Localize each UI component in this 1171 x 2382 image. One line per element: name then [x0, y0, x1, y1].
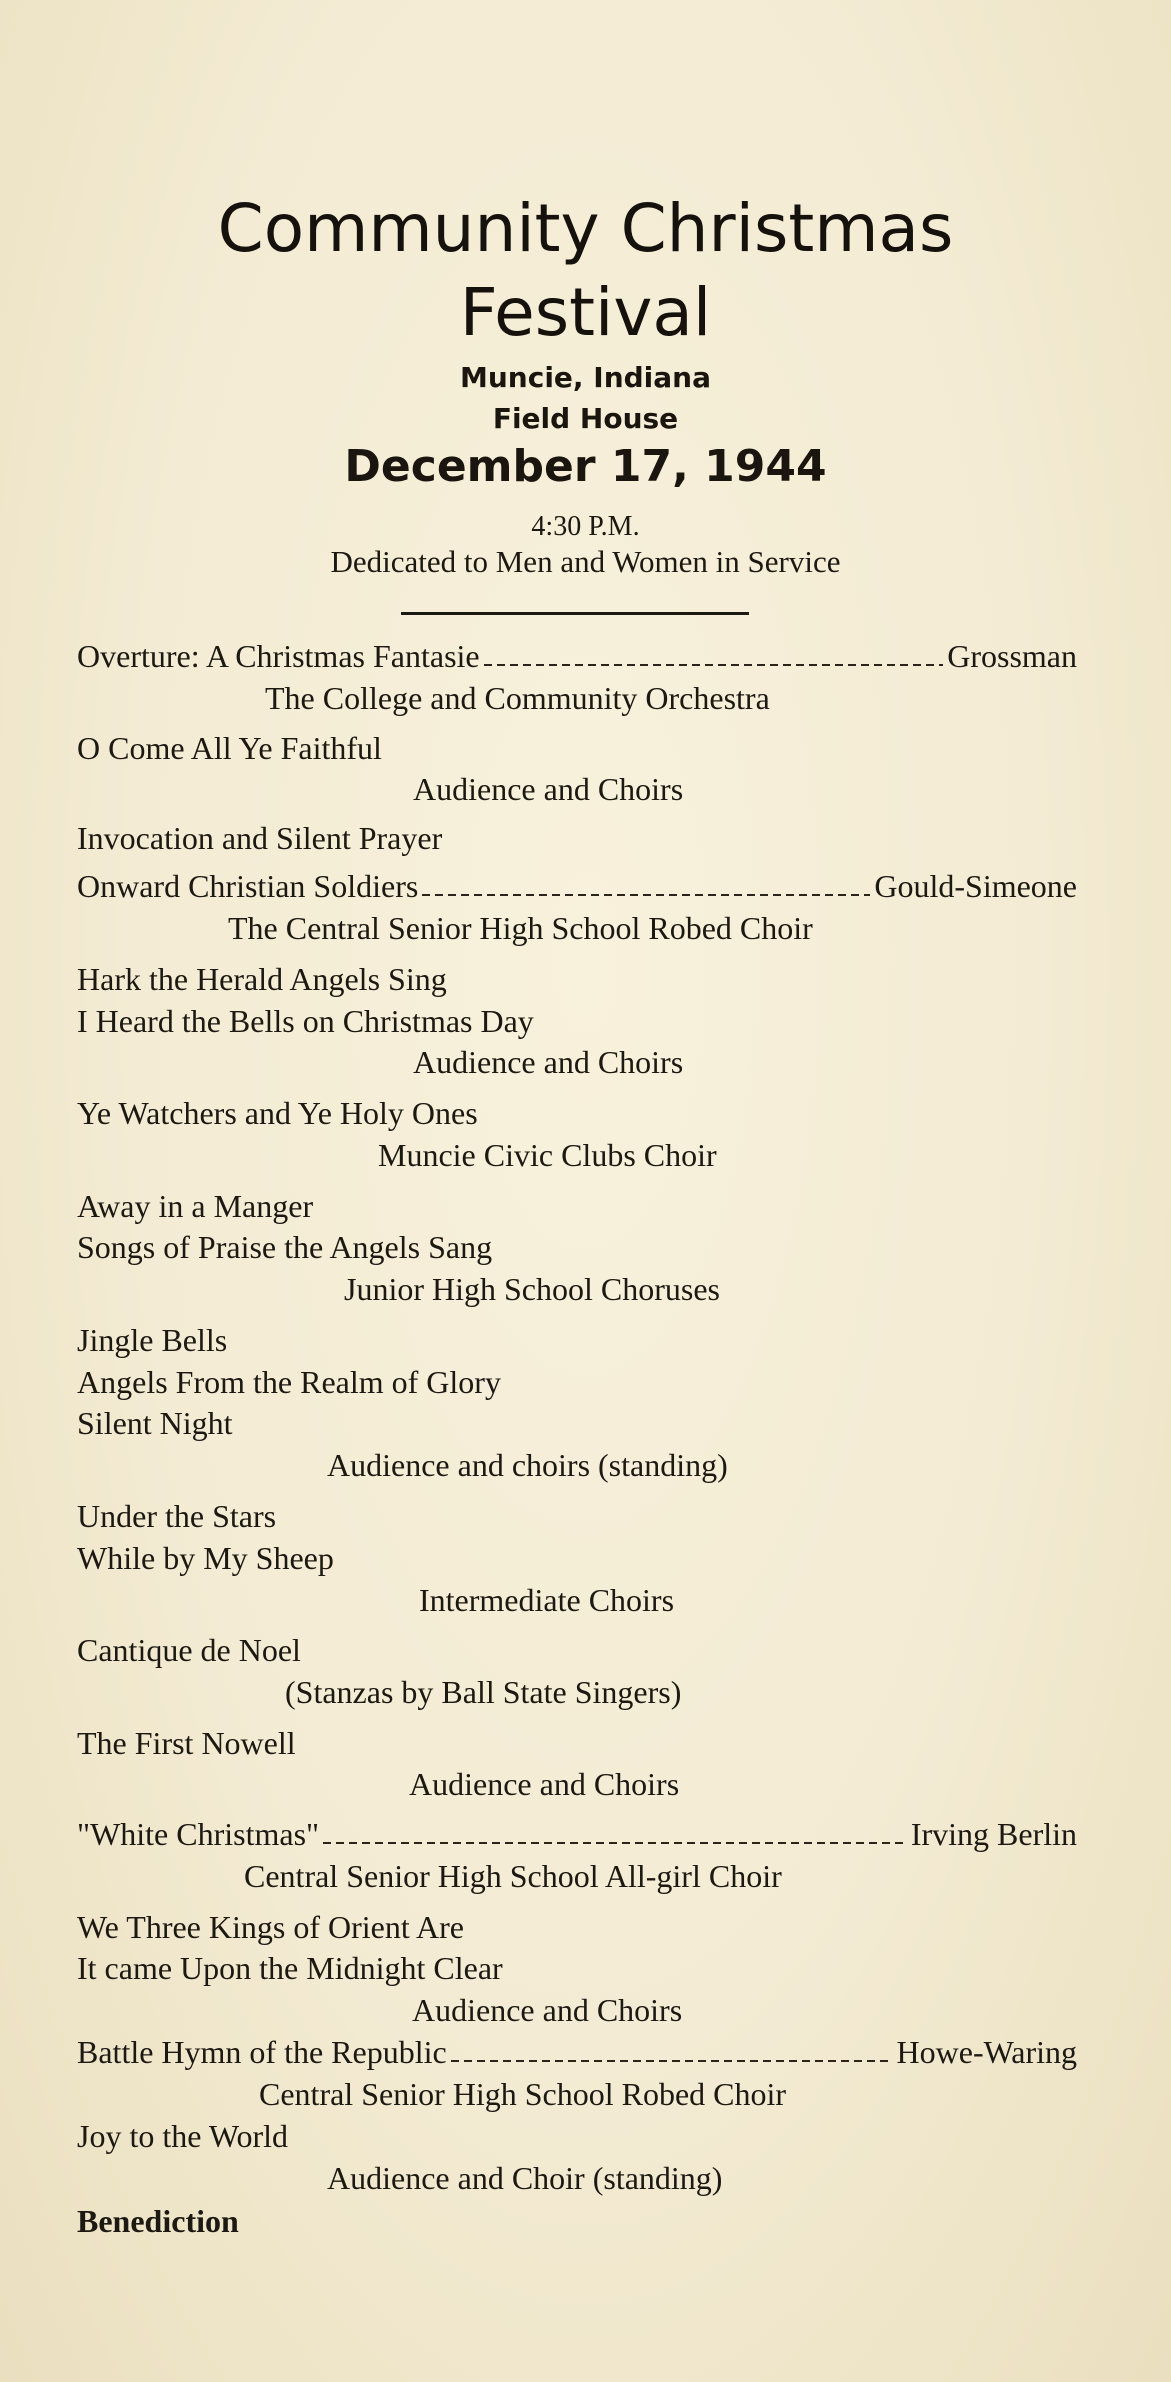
performer-audience-choirs: Audience and Choirs [413, 771, 684, 807]
performer-junior-high: Junior High School Choruses [344, 1271, 720, 1307]
program-item-white-christmas [77, 1818, 1077, 1852]
program-item-angels-realm: Angels From the Realm of Glory [77, 1364, 501, 1400]
program-item-hark: Hark the Herald Angels Sing [77, 961, 447, 997]
performer-audience-choirs: Audience and Choirs [413, 1044, 684, 1080]
program-item-first-nowell: The First Nowell [77, 1725, 296, 1761]
piece-title: Battle Hymn of the Republic [77, 2034, 447, 2070]
program-item-overture [77, 640, 1077, 674]
title-line-2: Festival [459, 274, 712, 351]
dotted-leader [323, 1842, 907, 1844]
performer-audience-choirs: Audience and Choirs [409, 1766, 680, 1802]
event-time: 4:30 P.M. [531, 511, 640, 542]
program-item-midnight-clear: It came Upon the Midnight Clear [77, 1950, 503, 1986]
dotted-leader [451, 2060, 893, 2062]
performer-standing: Audience and choirs (standing) [327, 1447, 728, 1483]
composer: Grossman [947, 638, 1077, 674]
program-item-cantique: Cantique de Noel [77, 1632, 301, 1668]
venue: Field House [492, 402, 679, 435]
program-item-three-kings: We Three Kings of Orient Are [77, 1909, 464, 1945]
performer-standing: Audience and Choir (standing) [327, 2160, 723, 2196]
program-item-under-stars: Under the Stars [77, 1498, 277, 1534]
performer-civic-choir: Muncie Civic Clubs Choir [378, 1137, 717, 1173]
performer-robed-choir: The Central Senior High School Robed Choir [228, 910, 813, 946]
program-item-benediction: Benediction [77, 2203, 239, 2239]
city: Muncie, Indiana [459, 361, 711, 394]
performer-ball-state: (Stanzas by Ball State Singers) [285, 1674, 682, 1710]
event-date: December 17, 1944 [344, 441, 827, 492]
dotted-leader [422, 894, 870, 896]
performer-audience-choirs: Audience and Choirs [412, 1992, 683, 2028]
performer-intermediate: Intermediate Choirs [419, 1582, 675, 1618]
piece-title: Onward Christian Soldiers [77, 868, 419, 904]
performer-allgirl-choir: Central Senior High School All-girl Choir [244, 1858, 782, 1894]
composer: Howe-Waring [896, 2034, 1077, 2070]
piece-title: Overture: A Christmas Fantasie [77, 638, 480, 674]
program-item-joy: Joy to the World [77, 2118, 289, 2154]
program-item-bells: I Heard the Bells on Christmas Day [77, 1003, 534, 1039]
program-item-silent-night: Silent Night [77, 1405, 233, 1441]
composer: Irving Berlin [910, 1816, 1077, 1852]
program-item-come-all: O Come All Ye Faithful [77, 730, 382, 766]
dedication: Dedicated to Men and Women in Service [330, 544, 841, 579]
program-item-jingle: Jingle Bells [77, 1322, 228, 1358]
title-line-1: Community Christmas [217, 190, 954, 267]
program-item-songs-praise: Songs of Praise the Angels Sang [77, 1229, 493, 1265]
program-item-invocation: Invocation and Silent Prayer [77, 820, 443, 856]
program-item-battle-hymn [77, 2036, 1077, 2070]
dotted-leader [484, 664, 944, 666]
piece-title: "White Christmas" [77, 1816, 320, 1852]
performer-orchestra: The College and Community Orchestra [265, 680, 770, 716]
program-item-watchers: Ye Watchers and Ye Holy Ones [77, 1095, 478, 1131]
composer: Gould-Simeone [874, 868, 1077, 904]
program-item-onward [77, 870, 1077, 904]
program-item-while-sheep: While by My Sheep [77, 1540, 334, 1576]
performer-robed-choir: Central Senior High School Robed Choir [259, 2076, 787, 2112]
program-item-manger: Away in a Manger [77, 1188, 314, 1224]
